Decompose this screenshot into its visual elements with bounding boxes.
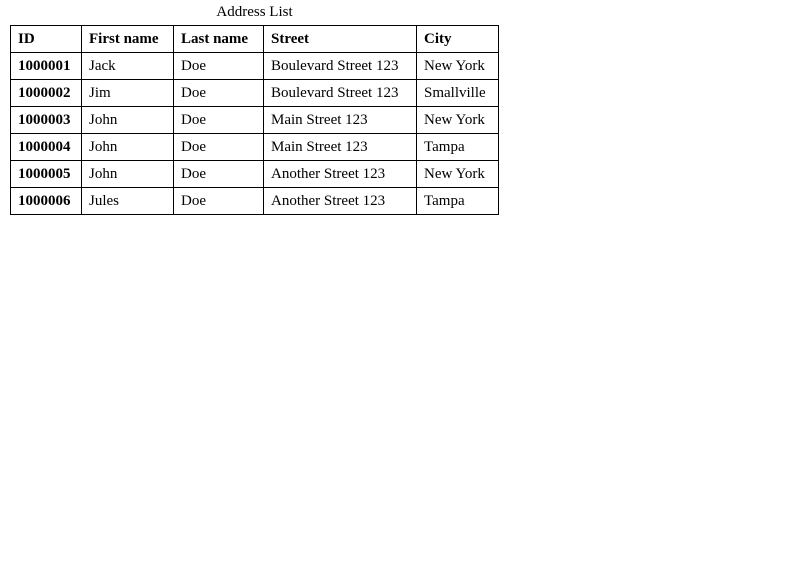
column-header-city: City <box>417 26 499 53</box>
column-header-id: ID <box>11 26 82 53</box>
cell-city: New York <box>417 107 499 134</box>
column-header-street: Street <box>264 26 417 53</box>
table-row <box>11 80 499 107</box>
cell-first-name: Jim <box>82 80 174 107</box>
cell-id: 1000001 <box>11 53 82 80</box>
cell-street: Another Street 123 <box>264 161 417 188</box>
cell-last-name: Doe <box>174 161 264 188</box>
table-row <box>11 188 499 215</box>
cell-city: Smallville <box>417 80 499 107</box>
cell-street: Boulevard Street 123 <box>264 80 417 107</box>
cell-street: Main Street 123 <box>264 134 417 161</box>
cell-first-name: John <box>82 161 174 188</box>
cell-street: Main Street 123 <box>264 107 417 134</box>
cell-street: Another Street 123 <box>264 188 417 215</box>
cell-first-name: Jules <box>82 188 174 215</box>
cell-first-name: John <box>82 134 174 161</box>
cell-id: 1000003 <box>11 107 82 134</box>
cell-id: 1000002 <box>11 80 82 107</box>
table-row <box>11 134 499 161</box>
cell-id: 1000005 <box>11 161 82 188</box>
column-header-first-name: First name <box>82 26 174 53</box>
cell-city: New York <box>417 53 499 80</box>
cell-last-name: Doe <box>174 188 264 215</box>
cell-id: 1000004 <box>11 134 82 161</box>
cell-id: 1000006 <box>11 188 82 215</box>
cell-last-name: Doe <box>174 134 264 161</box>
table-caption: Address List <box>216 4 293 20</box>
cell-street: Boulevard Street 123 <box>264 53 417 80</box>
table-row <box>11 53 499 80</box>
cell-last-name: Doe <box>174 107 264 134</box>
column-header-last-name: Last name <box>174 26 264 53</box>
table-row <box>11 161 499 188</box>
cell-city: New York <box>417 161 499 188</box>
cell-last-name: Doe <box>174 80 264 107</box>
cell-first-name: John <box>82 107 174 134</box>
table-row <box>11 107 499 134</box>
cell-last-name: Doe <box>174 53 264 80</box>
address-list-table <box>10 4 499 215</box>
cell-city: Tampa <box>417 134 499 161</box>
document-page <box>0 0 799 215</box>
header-row <box>11 26 499 53</box>
cell-first-name: Jack <box>82 53 174 80</box>
cell-city: Tampa <box>417 188 499 215</box>
